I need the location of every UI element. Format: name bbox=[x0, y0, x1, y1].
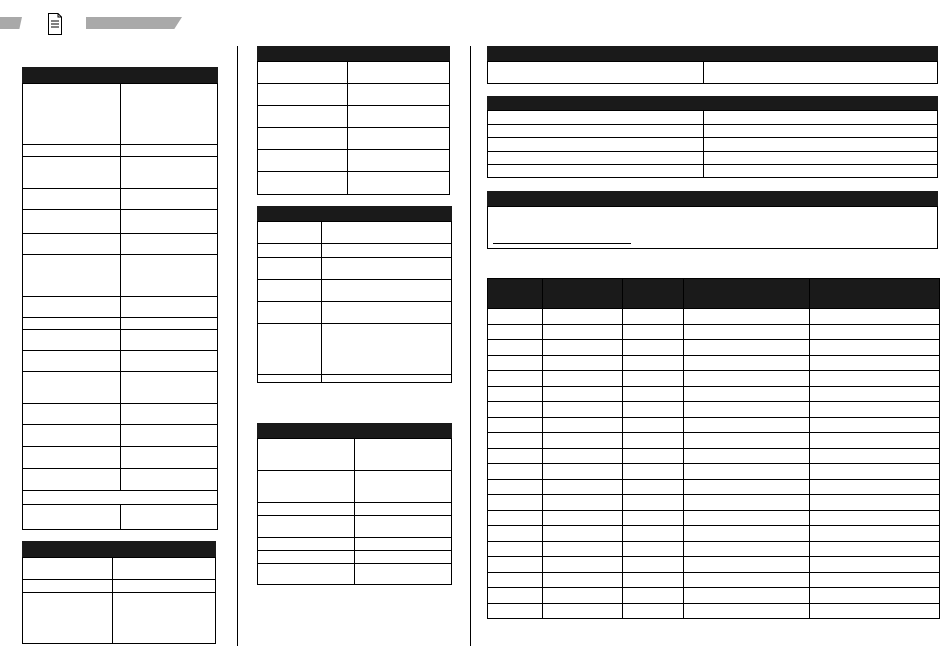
table-cell bbox=[121, 210, 217, 234]
table-cell bbox=[23, 297, 121, 318]
table-cell bbox=[623, 541, 684, 557]
table-cell bbox=[623, 386, 684, 402]
table-cell bbox=[488, 152, 704, 165]
table5-header bbox=[257, 423, 452, 439]
table1-header bbox=[22, 67, 218, 84]
table-cell bbox=[543, 541, 623, 557]
table-cell bbox=[488, 125, 704, 138]
table-cell bbox=[623, 309, 684, 325]
table-cell bbox=[684, 510, 810, 526]
table-row bbox=[488, 495, 940, 511]
table-cell bbox=[684, 371, 810, 387]
page-tab-right bbox=[86, 17, 182, 29]
table-row bbox=[488, 557, 940, 573]
table-cell bbox=[258, 84, 348, 106]
table-cell bbox=[810, 541, 940, 557]
table-cell bbox=[623, 433, 684, 449]
table-cell bbox=[23, 505, 121, 529]
table-cell bbox=[704, 111, 937, 125]
table-cell bbox=[810, 464, 940, 480]
table-row bbox=[488, 355, 940, 371]
table-cell bbox=[121, 189, 217, 210]
table-cell bbox=[355, 503, 451, 516]
table-cell bbox=[113, 580, 215, 593]
column-divider bbox=[237, 46, 238, 646]
table-cell bbox=[488, 572, 543, 588]
table-cell bbox=[23, 84, 121, 145]
table-cell bbox=[121, 297, 217, 318]
table-cell bbox=[121, 318, 217, 330]
table-cell bbox=[623, 402, 684, 418]
table-cell bbox=[684, 324, 810, 340]
table-cell bbox=[704, 62, 937, 83]
table-cell bbox=[810, 386, 940, 402]
table6 bbox=[487, 61, 938, 84]
table-cell bbox=[543, 557, 623, 573]
document-icon bbox=[47, 12, 63, 36]
page-tab-left bbox=[0, 17, 22, 29]
table-cell bbox=[684, 433, 810, 449]
table-cell bbox=[258, 324, 322, 375]
table-cell bbox=[348, 62, 449, 84]
table-cell-full bbox=[23, 491, 217, 505]
table-cell bbox=[543, 386, 623, 402]
table-cell bbox=[121, 351, 217, 372]
table-cell bbox=[810, 371, 940, 387]
table-cell bbox=[488, 448, 543, 464]
table-cell bbox=[810, 324, 940, 340]
table-cell bbox=[623, 588, 684, 604]
table-cell bbox=[355, 439, 451, 471]
table-cell bbox=[488, 340, 543, 356]
table-cell bbox=[810, 572, 940, 588]
table-cell bbox=[258, 244, 322, 258]
table-cell bbox=[121, 447, 217, 469]
table-cell bbox=[121, 505, 217, 529]
table-cell bbox=[810, 309, 940, 325]
table-cell bbox=[684, 340, 810, 356]
table-cell bbox=[121, 145, 217, 157]
table-cell bbox=[488, 111, 704, 125]
table-cell bbox=[704, 138, 937, 152]
table-cell bbox=[543, 402, 623, 418]
table-cell bbox=[121, 469, 217, 491]
table-row bbox=[488, 541, 940, 557]
table-cell bbox=[348, 106, 449, 128]
table-cell bbox=[258, 280, 322, 302]
table-cell bbox=[258, 439, 355, 471]
table-row bbox=[488, 324, 940, 340]
table-cell bbox=[810, 433, 940, 449]
table-cell bbox=[684, 464, 810, 480]
table-cell bbox=[810, 402, 940, 418]
table-cell bbox=[23, 351, 121, 372]
table-cell bbox=[23, 580, 113, 593]
table3-header bbox=[257, 46, 450, 62]
table-cell bbox=[355, 564, 451, 584]
table-cell bbox=[623, 572, 684, 588]
table-cell bbox=[355, 471, 451, 503]
table9 bbox=[487, 278, 940, 619]
table-row bbox=[488, 448, 940, 464]
table-cell bbox=[23, 372, 121, 404]
table-cell bbox=[488, 324, 543, 340]
table-row bbox=[488, 526, 940, 542]
table-cell bbox=[258, 564, 355, 584]
table-cell bbox=[810, 603, 940, 619]
table-cell bbox=[623, 355, 684, 371]
table-cell bbox=[258, 375, 322, 382]
table-cell bbox=[543, 526, 623, 542]
table-cell bbox=[258, 471, 355, 503]
table-row bbox=[488, 572, 940, 588]
table-cell bbox=[348, 128, 449, 150]
table-cell bbox=[322, 222, 451, 244]
table-cell bbox=[258, 222, 322, 244]
table-cell bbox=[23, 330, 121, 351]
table-cell bbox=[258, 62, 348, 84]
table9-col-header bbox=[543, 279, 623, 309]
table-cell bbox=[258, 150, 348, 172]
table-cell bbox=[684, 541, 810, 557]
table7 bbox=[487, 110, 938, 178]
table-cell bbox=[258, 128, 348, 150]
table-cell bbox=[810, 557, 940, 573]
table-cell bbox=[23, 469, 121, 491]
table9-col-header bbox=[623, 279, 684, 309]
table-cell bbox=[810, 340, 940, 356]
table-cell bbox=[488, 309, 543, 325]
table-cell bbox=[543, 603, 623, 619]
table-cell bbox=[684, 588, 810, 604]
table-cell bbox=[488, 557, 543, 573]
table-cell bbox=[121, 372, 217, 404]
table-cell bbox=[348, 150, 449, 172]
table-cell bbox=[488, 526, 543, 542]
table-cell bbox=[623, 510, 684, 526]
note-link[interactable] bbox=[493, 243, 631, 244]
table-cell bbox=[322, 280, 451, 302]
table-cell bbox=[543, 495, 623, 511]
table-cell bbox=[488, 495, 543, 511]
table-cell bbox=[543, 433, 623, 449]
table-cell bbox=[684, 495, 810, 511]
table9-col-header bbox=[684, 279, 810, 309]
table-row bbox=[488, 417, 940, 433]
note-text bbox=[488, 207, 937, 211]
table-cell bbox=[623, 324, 684, 340]
table-cell bbox=[623, 464, 684, 480]
table-cell bbox=[23, 593, 113, 643]
table-cell bbox=[684, 572, 810, 588]
table1 bbox=[22, 83, 218, 530]
table7-header bbox=[487, 96, 938, 111]
table2 bbox=[22, 557, 216, 644]
table-cell bbox=[543, 371, 623, 387]
table-cell bbox=[488, 417, 543, 433]
table-cell bbox=[488, 479, 543, 495]
table-cell bbox=[543, 309, 623, 325]
table-row bbox=[488, 464, 940, 480]
table-cell bbox=[623, 495, 684, 511]
table-cell bbox=[121, 425, 217, 447]
table-cell bbox=[488, 464, 543, 480]
table-cell bbox=[121, 330, 217, 351]
table-cell bbox=[623, 479, 684, 495]
table-cell bbox=[23, 318, 121, 330]
table-cell bbox=[623, 371, 684, 387]
table8-header bbox=[487, 191, 938, 207]
table-cell bbox=[488, 402, 543, 418]
table-cell bbox=[810, 448, 940, 464]
table-cell bbox=[322, 375, 451, 382]
table-cell bbox=[258, 302, 322, 324]
table-cell bbox=[684, 557, 810, 573]
table-cell bbox=[684, 309, 810, 325]
table-cell bbox=[810, 510, 940, 526]
table-row bbox=[488, 386, 940, 402]
table3 bbox=[257, 61, 450, 195]
table-cell bbox=[684, 386, 810, 402]
table-cell bbox=[121, 84, 217, 145]
table-cell bbox=[684, 526, 810, 542]
table-cell bbox=[543, 464, 623, 480]
table-cell bbox=[810, 495, 940, 511]
table-cell bbox=[488, 603, 543, 619]
table-cell bbox=[810, 355, 940, 371]
table-cell bbox=[684, 603, 810, 619]
table-cell bbox=[623, 526, 684, 542]
table-cell bbox=[121, 404, 217, 425]
table-cell bbox=[23, 558, 113, 580]
table-cell bbox=[623, 417, 684, 433]
table-cell bbox=[322, 258, 451, 280]
table-row bbox=[488, 309, 940, 325]
table-cell bbox=[258, 551, 355, 564]
table-cell bbox=[113, 558, 215, 580]
table9-body bbox=[488, 309, 940, 619]
table-cell bbox=[355, 516, 451, 538]
table-row bbox=[488, 588, 940, 604]
table-cell bbox=[543, 510, 623, 526]
table-cell bbox=[23, 404, 121, 425]
table-cell bbox=[121, 234, 217, 255]
table-cell bbox=[23, 210, 121, 234]
table-cell bbox=[23, 234, 121, 255]
table-cell bbox=[488, 510, 543, 526]
table-cell bbox=[488, 355, 543, 371]
table-cell bbox=[23, 255, 121, 297]
table-cell bbox=[488, 588, 543, 604]
table-cell bbox=[23, 447, 121, 469]
table-cell bbox=[23, 425, 121, 447]
table-cell bbox=[543, 324, 623, 340]
table-row bbox=[488, 510, 940, 526]
table-cell bbox=[623, 340, 684, 356]
table-cell bbox=[258, 258, 322, 280]
table-cell bbox=[684, 448, 810, 464]
table2-header bbox=[22, 541, 216, 558]
table-cell bbox=[488, 541, 543, 557]
table-row bbox=[488, 433, 940, 449]
table-cell bbox=[355, 538, 451, 551]
table-cell bbox=[348, 172, 449, 194]
table-row bbox=[488, 603, 940, 619]
table-cell bbox=[488, 138, 704, 152]
table-row bbox=[488, 402, 940, 418]
table-cell bbox=[488, 386, 543, 402]
table-cell bbox=[322, 302, 451, 324]
table-row bbox=[488, 371, 940, 387]
table-cell bbox=[258, 538, 355, 551]
table-cell bbox=[23, 157, 121, 189]
column-divider bbox=[470, 46, 471, 646]
table-cell bbox=[488, 62, 704, 83]
table-cell bbox=[543, 448, 623, 464]
table9-col-header bbox=[810, 279, 940, 309]
table-cell bbox=[348, 84, 449, 106]
table-cell bbox=[623, 557, 684, 573]
table-cell bbox=[543, 355, 623, 371]
table-cell bbox=[322, 324, 451, 375]
table-cell bbox=[543, 340, 623, 356]
table-cell bbox=[121, 157, 217, 189]
table-cell bbox=[623, 603, 684, 619]
table-cell bbox=[113, 593, 215, 643]
table-cell bbox=[684, 479, 810, 495]
table9-col-header bbox=[488, 279, 543, 309]
table-cell bbox=[543, 417, 623, 433]
table-cell bbox=[684, 402, 810, 418]
table-cell bbox=[704, 152, 937, 165]
table-cell bbox=[258, 516, 355, 538]
table-cell bbox=[684, 417, 810, 433]
table-cell bbox=[23, 189, 121, 210]
table-cell bbox=[684, 355, 810, 371]
table-cell bbox=[543, 588, 623, 604]
table-cell bbox=[23, 145, 121, 157]
table-cell bbox=[704, 165, 937, 177]
table4-header bbox=[257, 206, 452, 222]
table-cell bbox=[488, 371, 543, 387]
table-cell bbox=[121, 255, 217, 297]
table-cell bbox=[543, 479, 623, 495]
table-cell bbox=[488, 433, 543, 449]
table-cell bbox=[810, 588, 940, 604]
table-cell bbox=[704, 125, 937, 138]
table-cell bbox=[488, 165, 704, 177]
table-cell bbox=[355, 551, 451, 564]
table-cell bbox=[623, 448, 684, 464]
table4 bbox=[257, 221, 452, 383]
table-cell bbox=[810, 526, 940, 542]
table-cell bbox=[810, 417, 940, 433]
table-cell bbox=[258, 106, 348, 128]
table-cell bbox=[810, 479, 940, 495]
table-cell bbox=[543, 572, 623, 588]
table-cell bbox=[258, 172, 348, 194]
table-cell bbox=[322, 244, 451, 258]
table8-body bbox=[487, 206, 938, 249]
table-row bbox=[488, 340, 940, 356]
table6-header bbox=[487, 46, 938, 62]
table-cell bbox=[258, 503, 355, 516]
table5 bbox=[257, 438, 452, 585]
table-row bbox=[488, 479, 940, 495]
